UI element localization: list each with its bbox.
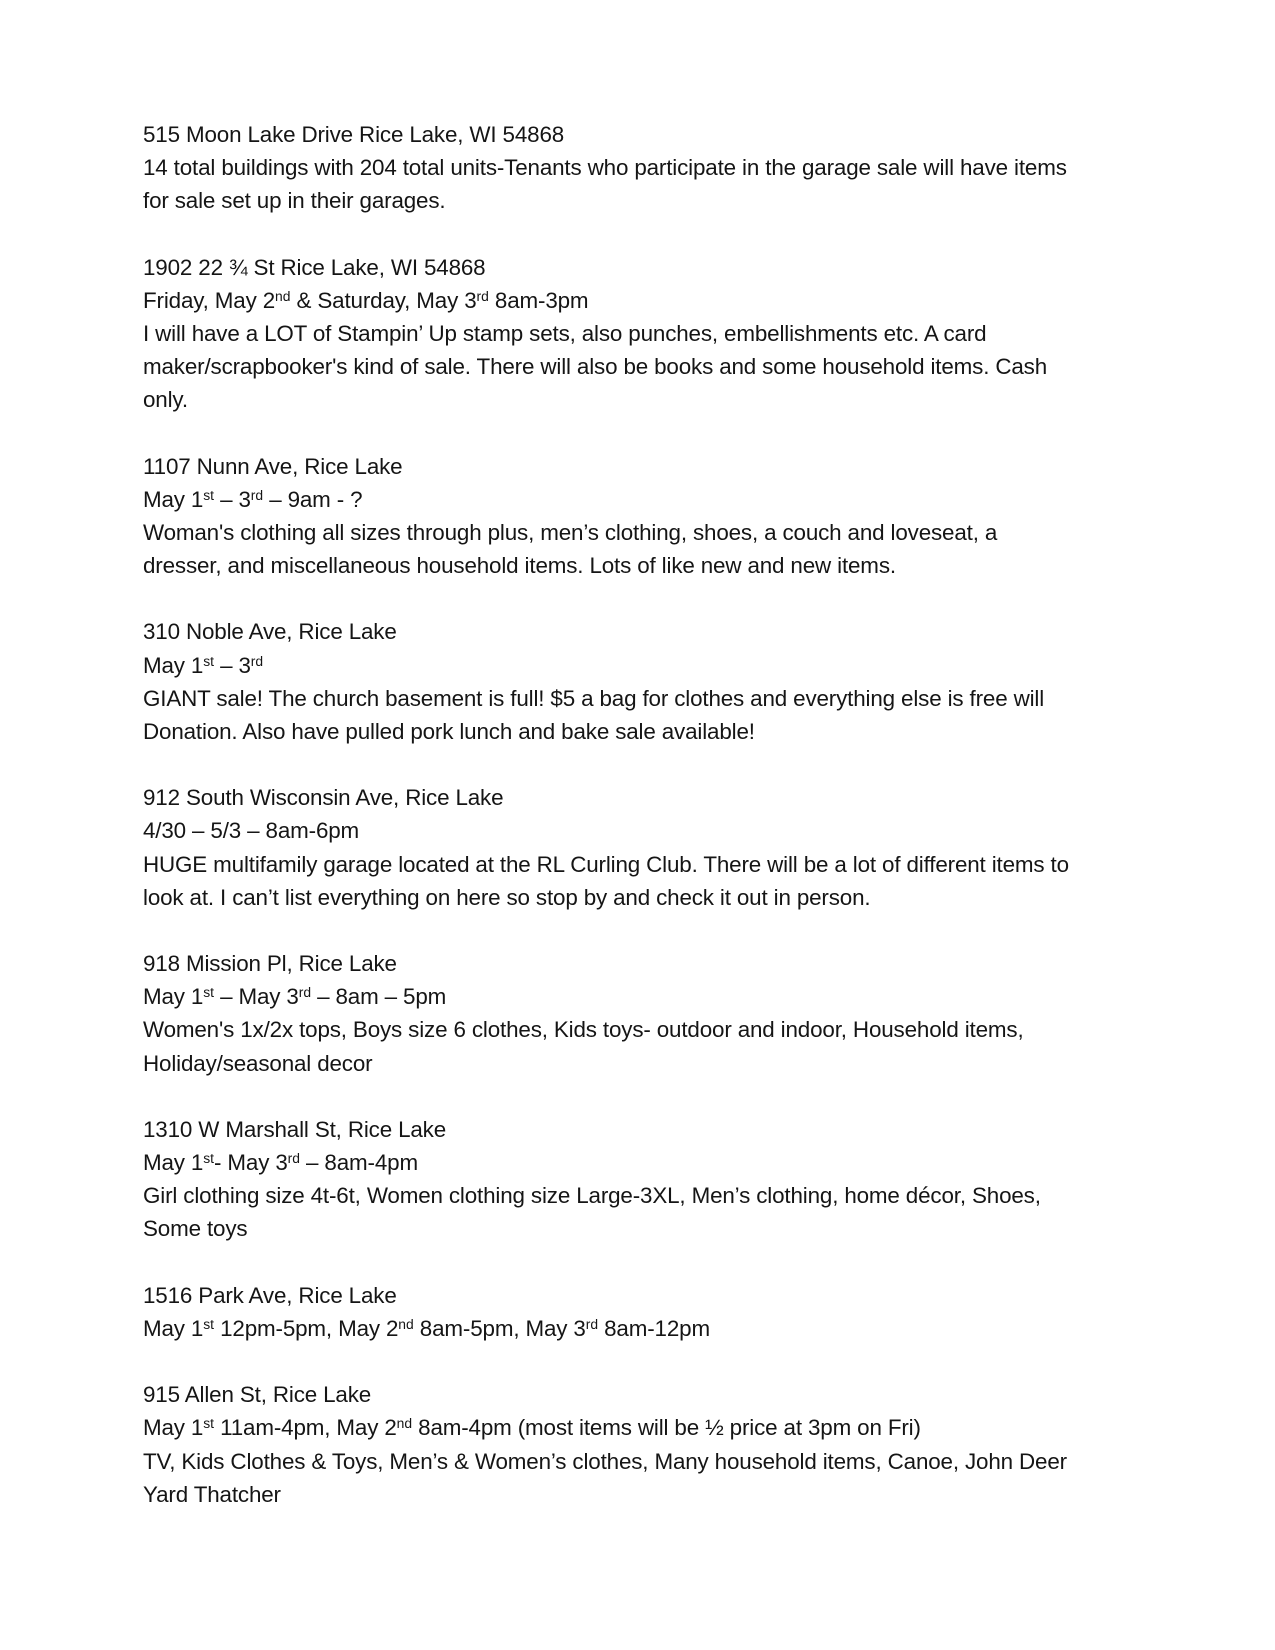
- listings-container: [143, 118, 1075, 1511]
- date-text: May 1: [143, 1150, 204, 1176]
- date-text: & Saturday, May 3: [290, 287, 477, 313]
- listing-dates: [143, 1146, 1075, 1179]
- listing-dates: [143, 1312, 1075, 1345]
- listing-dates: [143, 284, 1075, 317]
- garage-sale-listing: [143, 1378, 1075, 1511]
- date-text: 11am-4pm, May 2: [214, 1415, 397, 1441]
- listing-address: 1902 22 ¾ St Rice Lake, WI 54868: [143, 254, 486, 280]
- ordinal-suffix: st: [203, 652, 215, 669]
- ordinal-suffix: rd: [250, 652, 264, 669]
- date-text: – May 3: [214, 984, 299, 1010]
- ordinal-suffix: rd: [298, 984, 312, 1001]
- garage-sale-listing: [143, 947, 1075, 1080]
- listing-address: 310 Noble Ave, Rice Lake: [143, 619, 397, 645]
- ordinal-suffix: st: [203, 984, 215, 1001]
- ordinal-suffix: rd: [476, 287, 489, 304]
- date-text: Friday, May 2: [143, 287, 276, 313]
- date-text: 8am-5pm, May 3: [413, 1315, 586, 1341]
- garage-sale-listing: [143, 1113, 1075, 1246]
- listing-dates: [143, 483, 1075, 516]
- date-text: - May 3: [214, 1150, 288, 1176]
- listing-address: 515 Moon Lake Drive Rice Lake, WI 54868: [143, 122, 565, 147]
- date-text: 12pm-5pm, May 2: [214, 1315, 399, 1341]
- date-text: May 1: [143, 1415, 204, 1441]
- date-text: 8am-4pm (most items will be ½ price at 3pm on Fri): [412, 1415, 921, 1441]
- date-text: May 1: [143, 486, 204, 512]
- listing-description: Woman's clothing all sizes through plus, men’s clothing, shoes, a couch and loveseat, a dresser, and miscellaneous household items. Lots of like new and new items.: [143, 520, 998, 579]
- ordinal-suffix: nd: [398, 1315, 414, 1332]
- date-text: – 3: [214, 486, 251, 512]
- date-text: May 1: [143, 1315, 204, 1341]
- listing-description: Women's 1x/2x tops, Boys size 6 clothes, Kids toys- outdoor and indoor, Household items, Holiday/seasonal decor: [143, 1017, 1024, 1076]
- listing-dates: [143, 814, 1075, 847]
- date-text: 4/30 – 5/3 – 8am-6pm: [143, 818, 360, 844]
- ordinal-suffix: rd: [250, 486, 264, 503]
- listing-address: 918 Mission Pl, Rice Lake: [143, 951, 397, 977]
- date-text: – 3: [214, 652, 251, 678]
- ordinal-suffix: st: [203, 1415, 215, 1432]
- date-text: – 8am – 5pm: [311, 984, 447, 1010]
- garage-sale-listing: [143, 118, 1075, 218]
- listing-address: 1516 Park Ave, Rice Lake: [143, 1282, 397, 1308]
- garage-sale-listing: [143, 450, 1075, 583]
- listing-description: 14 total buildings with 204 total units-Tenants who participate in the garage sale will have items for sale set up in their garages.: [143, 155, 1067, 214]
- ordinal-suffix: st: [203, 1315, 215, 1332]
- listing-description: HUGE multifamily garage located at the RL Curling Club. There will be a lot of different items to look at. I can’t list everything on here so stop by and check it out in person.: [143, 851, 1069, 910]
- listing-address: 912 South Wisconsin Ave, Rice Lake: [143, 785, 504, 811]
- garage-sale-listing: [143, 251, 1075, 417]
- listing-description: Girl clothing size 4t-6t, Women clothing size Large-3XL, Men’s clothing, home décor, Shoes, Some toys: [143, 1183, 1041, 1242]
- date-text: – 8am-4pm: [299, 1150, 418, 1176]
- listing-address: 1310 W Marshall St, Rice Lake: [143, 1116, 447, 1142]
- ordinal-suffix: nd: [396, 1415, 413, 1432]
- date-text: May 1: [143, 652, 204, 678]
- ordinal-suffix: rd: [585, 1315, 599, 1332]
- ordinal-suffix: rd: [287, 1149, 300, 1166]
- date-text: May 1: [143, 984, 204, 1010]
- ordinal-suffix: st: [203, 1149, 215, 1166]
- ordinal-suffix: st: [203, 486, 215, 503]
- listing-description: GIANT sale! The church basement is full! $5 a bag for clothes and everything else is free will Donation. Also have pulled pork lunch and bake sale available!: [143, 685, 1045, 745]
- listing-dates: [143, 649, 1075, 682]
- listing-address: 915 Allen St, Rice Lake: [143, 1382, 372, 1408]
- listing-description: I will have a LOT of Stampin’ Up stamp sets, also punches, embellishments etc. A card maker/scrapbooker's kind of sale. There will also be books and some household items. Cash only.: [143, 321, 1048, 413]
- date-text: 8am-3pm: [488, 287, 589, 313]
- garage-sale-listing: [143, 781, 1075, 914]
- date-text: 8am-12pm: [598, 1315, 710, 1341]
- garage-sale-listing: [143, 1279, 1075, 1345]
- listing-description: TV, Kids Clothes & Toys, Men’s & Women’s clothes, Many household items, Canoe, John Deer Yard Thatcher: [143, 1448, 1067, 1507]
- date-text: – 9am - ?: [263, 486, 363, 512]
- listing-address: 1107 Nunn Ave, Rice Lake: [143, 453, 403, 479]
- listing-dates: [143, 1411, 1075, 1444]
- listing-dates: [143, 980, 1075, 1013]
- garage-sale-listing: [143, 615, 1075, 748]
- ordinal-suffix: nd: [275, 287, 291, 304]
